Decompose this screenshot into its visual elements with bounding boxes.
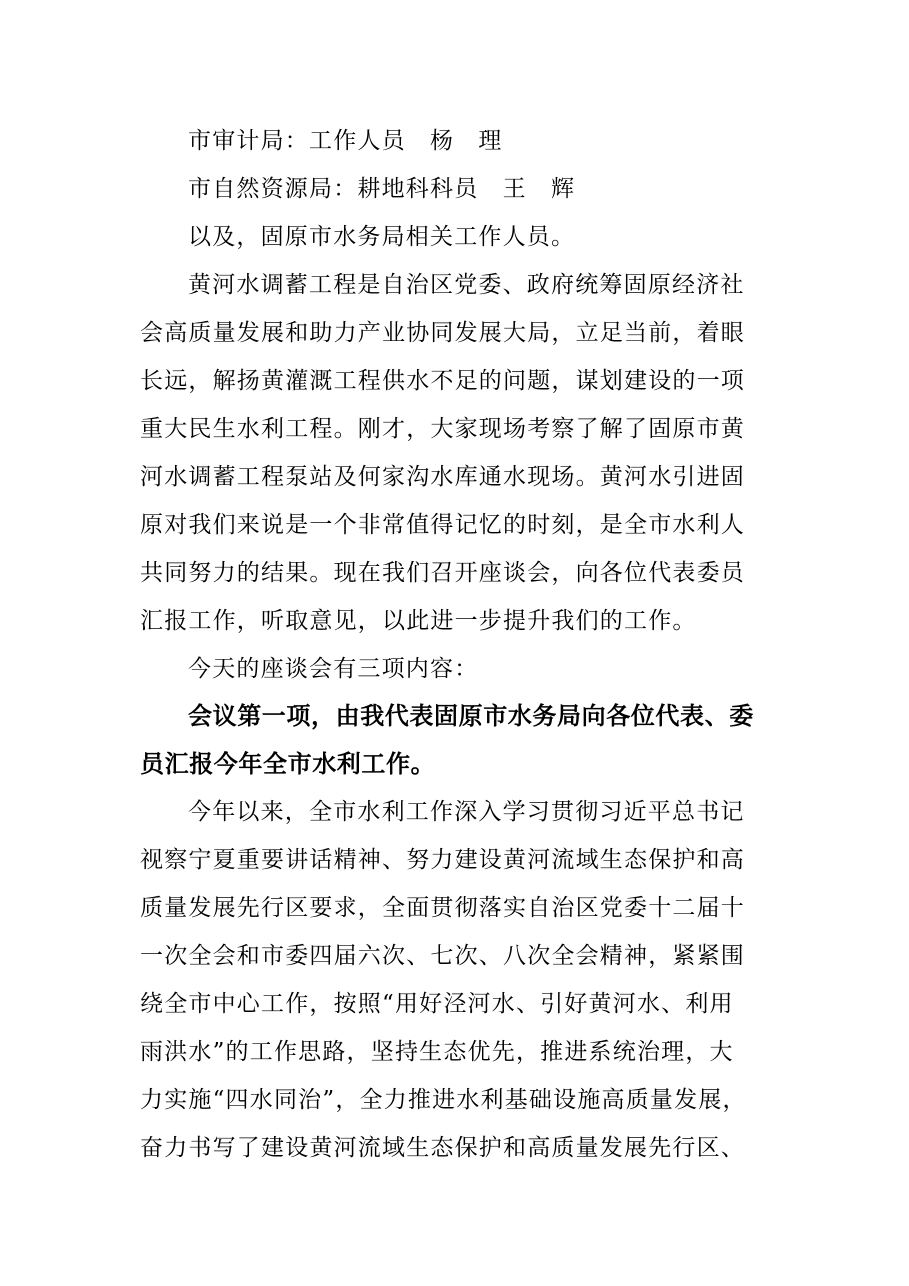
attendee-water-bureau-staff: 以及，固原市水务局相关工作人员。	[188, 224, 576, 250]
paragraph-intro-line: 长远，解扬黄灌溉工程供水不足的问题，谋划建设的一项	[140, 368, 745, 394]
attendee-audit-bureau: 市审计局：工作人员 杨 理	[188, 128, 503, 154]
paragraph-intro-line: 共同努力的结果。现在我们召开座谈会，向各位代表委员	[140, 560, 745, 586]
paragraph-work-report-line: 视察宁夏重要讲话精神、努力建设黄河流域生态保护和高	[140, 847, 745, 873]
attendee-natural-resources-bureau: 市自然资源局：耕地科科员 王 辉	[188, 176, 576, 202]
paragraph-work-report-line: 一次全会和市委四届六次、七次、八次全会精神，紧紧围	[140, 943, 745, 969]
paragraph-work-report-line: 力实施“四水同治”，全力推进水利基础设施高质量发展，	[140, 1087, 747, 1113]
paragraph-work-report-line: 今年以来，全市水利工作深入学习贯彻习近平总书记	[188, 799, 745, 825]
paragraph-work-report-line: 奋力书写了建设黄河流域生态保护和高质量发展先行区、	[140, 1135, 745, 1161]
paragraph-intro-line: 河水调蓄工程泵站及何家沟水库通水现场。黄河水引进固	[140, 464, 745, 490]
paragraph-intro-line: 会高质量发展和助力产业协同发展大局，立足当前，着眼	[140, 320, 745, 346]
paragraph-intro-line: 原对我们来说是一个非常值得记忆的时刻，是全市水利人	[140, 512, 745, 538]
agenda-intro: 今天的座谈会有三项内容：	[188, 656, 479, 682]
agenda-item-heading: 会议第一项，由我代表固原市水务局向各位代表、委	[188, 702, 754, 730]
paragraph-work-report-line: 质量发展先行区要求，全面贯彻落实自治区党委十二届十	[140, 895, 745, 921]
paragraph-intro-line: 黄河水调蓄工程是自治区党委、政府统筹固原经济社	[188, 272, 745, 298]
paragraph-work-report-line: 雨洪水”的工作思路，坚持生态优先，推进系统治理，大	[140, 1039, 734, 1065]
agenda-item-heading: 员汇报今年全市水利工作。	[140, 750, 436, 778]
paragraph-intro-line: 汇报工作，听取意见，以此进一步提升我们的工作。	[140, 608, 697, 634]
paragraph-work-report-line: 绕全市中心工作，按照“用好泾河水、引好黄河水、利用	[140, 991, 734, 1017]
paragraph-intro-line: 重大民生水利工程。刚才，大家现场考察了解了固原市黄	[140, 416, 745, 442]
